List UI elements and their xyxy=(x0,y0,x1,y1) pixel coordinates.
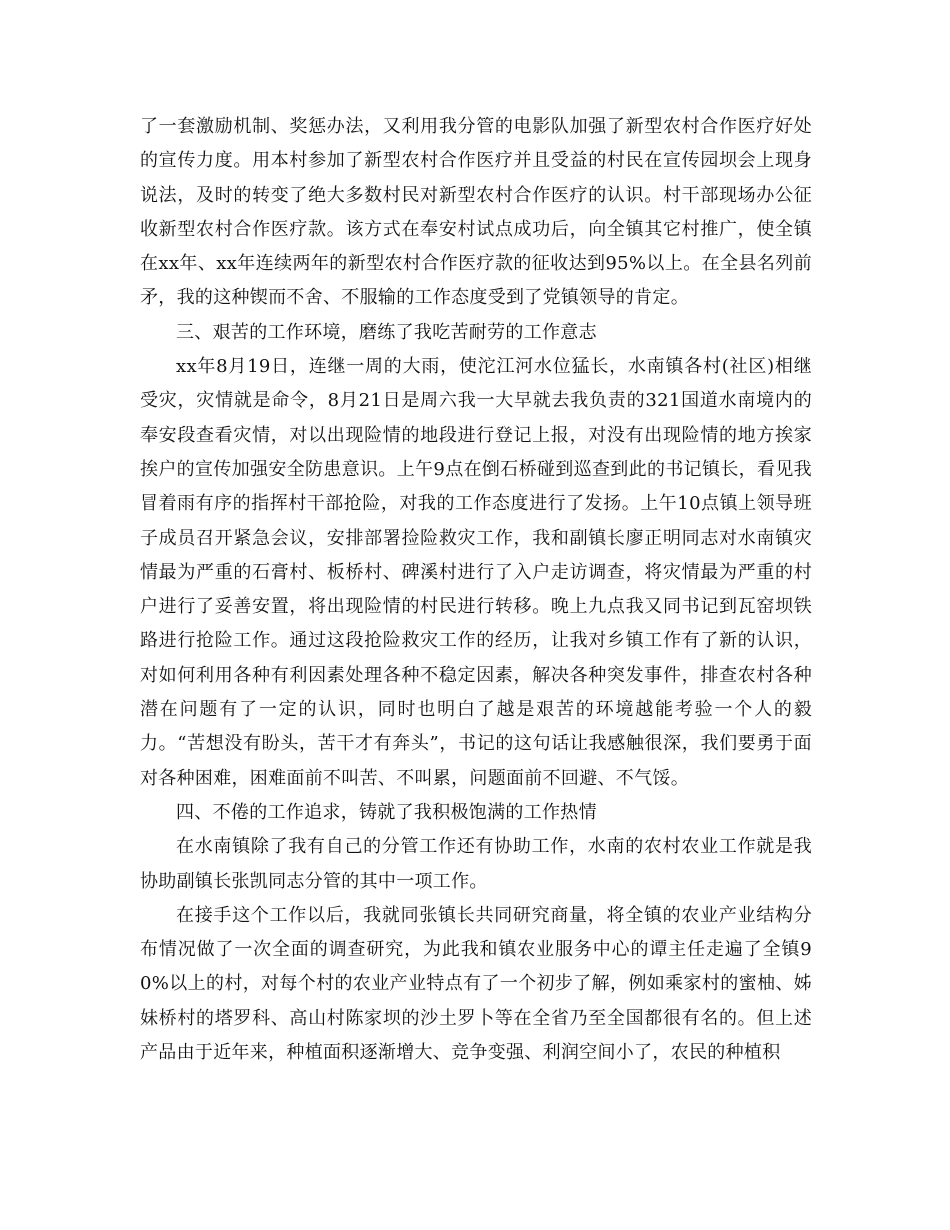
section-heading-4: 四、不倦的工作追求，铸就了我积极饱满的工作热情 xyxy=(176,801,597,823)
body-paragraph-3: 在水南镇除了我有自己的分管工作还有协助工作，水南的农村农业工作就是我协助副镇长张凯同志分管的其中一项工作。 xyxy=(140,836,812,892)
document-page xyxy=(140,110,812,1070)
body-paragraph-2: xx年8月19日，连继一周的大雨，使沱江河水位猛长，水南镇各村(社区)相继受灾，灾情就是命令，8月21日是周六我一大早就去我负责的321国道水南境内的奉安段查看灾情，对以出现险情的地段进行登记上报，对没有出现险情的地方挨家挨户的宣传加强安全防患意识。上午9点在倒石桥碰到巡查到此的书记镇长，看见我冒着雨有序的指挥村干部抢险，对我的工作态度进行了发扬。上午10点镇上领导班子成员召开紧急会议，安排部署捡险救灾工作，我和副镇长廖正明同志对水南镇灾情最为严重的石膏村、板桥村、碑溪村进行了入户走访调查，将灾情最为严重的村户进行了妥善安置，将出现险情的村民进行转移。晚上九点我又同书记到瓦窑坝铁路进行抢险工作。通过这段抢险救灾工作的经历，让我对乡镇工作有了新的认识，对如何利用各种有利因素处理各种不稳定因素，解决各种突发事件，排查农村各种潜在问题有了一定的认识，同时也明白了越是艰苦的环境越能考验一个人的毅力。“苦想没有盼头，苦干才有奔头”，书记的这句话让我感触很深，我们要勇于面对各种困难，困难面前不叫苦、不叫累，问题面前不回避、不气馁。 xyxy=(140,356,812,789)
body-paragraph-4: 在接手这个工作以后，我就同张镇长共同研究商量，将全镇的农业产业结构分布情况做了一次全面的调查研究，为此我和镇农业服务中心的谭主任走遍了全镇90%以上的村，对每个村的农业产业特点有了一个初步了解，例如乘家村的蜜柚、姊妹桥村的塔罗科、高山村陈家坝的沙土罗卜等在全省乃至全国都很有名的。但上述产品由于近年来，种植面积逐渐增大、竞争变强、利润空间小了，农民的种植积 xyxy=(140,904,812,1064)
section-heading-3: 三、艰苦的工作环境，磨练了我吃苦耐劳的工作意志 xyxy=(176,321,597,343)
body-paragraph-1: 了一套激励机制、奖惩办法，又利用我分管的电影队加强了新型农村合作医疗好处的宣传力度。用本村参加了新型农村合作医疗并且受益的村民在宣传园坝会上现身说法，及时的转变了绝大多数村民对新型农村合作医疗的认识。村干部现场办公征收新型农村合作医疗款。该方式在奉安村试点成功后，向全镇其它村推广，使全镇在xx年、xx年连续两年的新型农村合作医疗款的征收达到95%以上。在全县名列前矛，我的这种锲而不舍、不服输的工作态度受到了党镇领导的肯定。 xyxy=(140,116,812,309)
